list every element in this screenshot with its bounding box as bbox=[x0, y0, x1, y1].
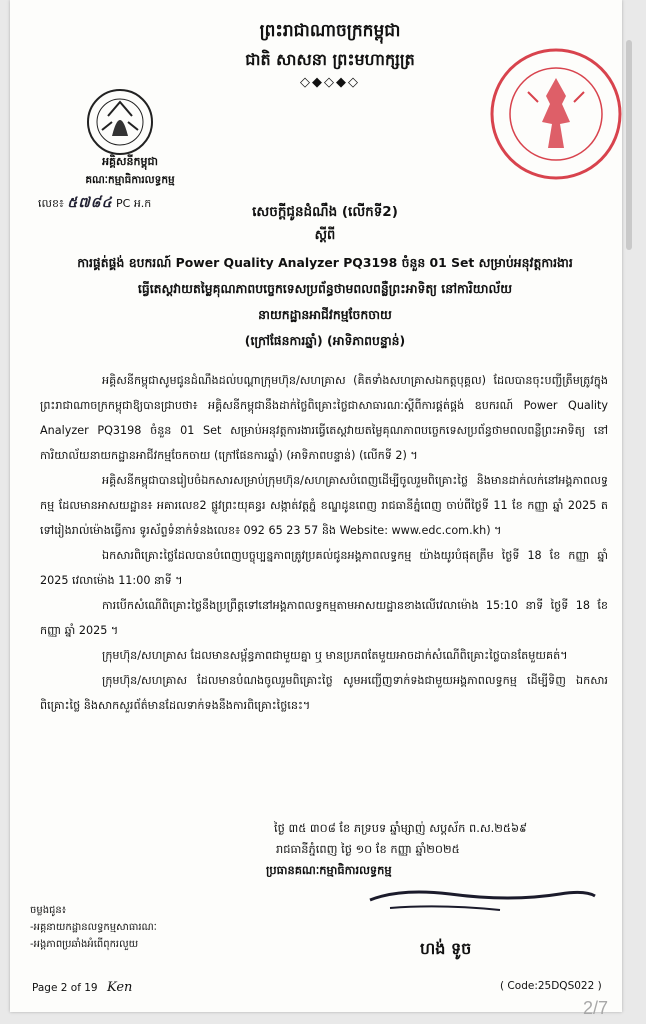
date-block bbox=[264, 818, 624, 881]
copy-recipient-1: -អគ្គនាយកដ្ឋានលទ្ធកម្មសាធារណៈ bbox=[30, 922, 157, 933]
page-number: Page 2 of 19 bbox=[32, 982, 98, 994]
heading-ornament: ◇◆◇◆◇ bbox=[300, 75, 360, 90]
scrollbar[interactable] bbox=[626, 40, 632, 250]
committee-name: គណៈកម្មាធិការលទ្ធកម្ម bbox=[85, 174, 175, 186]
city-prefix: រាជធានីភ្នំពេញ ថ្ងៃ bbox=[276, 842, 352, 856]
notice-subject bbox=[30, 250, 620, 354]
lunar-month-handwritten: ភទ្របទ bbox=[353, 821, 387, 835]
lunar-month-label: ខែ bbox=[339, 821, 351, 835]
subject-line-3: នាយកដ្ឋានអាជីវកម្មចែកចាយ bbox=[258, 307, 392, 322]
org-name: អគ្គិសនីកម្ពុជា bbox=[102, 155, 158, 168]
ref-number-handwritten: ៥៧៨៤ bbox=[67, 195, 113, 211]
signature-icon bbox=[360, 880, 600, 930]
lunar-date-line bbox=[264, 818, 624, 839]
ref-label: លេខ៖ bbox=[38, 197, 64, 210]
signatory-title: ប្រធានគណៈកម្មាធិការលទ្ធកម្ម bbox=[266, 863, 392, 877]
notice-heading: សេចក្តីជូនដំណឹង (លើកទី2) bbox=[252, 204, 398, 220]
lunar-day-handwritten: ៣៥ ៣០៨ bbox=[288, 821, 336, 835]
kingdom-heading bbox=[210, 20, 450, 90]
month-label: ខែ bbox=[375, 842, 387, 856]
ref-suffix: PC អ.ក bbox=[116, 197, 152, 210]
official-stamp-icon bbox=[486, 44, 626, 184]
copy-recipient-2: -អង្គភាពប្រឆាំងអំពើពុករលួយ bbox=[30, 939, 139, 950]
about-label: ស្តីពី bbox=[314, 228, 336, 243]
notice-title-block bbox=[30, 203, 620, 354]
document-page bbox=[10, 0, 622, 1012]
month-handwritten: កញ្ញា bbox=[390, 842, 412, 856]
copies-heading: ចម្លងជូន៖ bbox=[30, 905, 67, 916]
lunar-prefix: ថ្ងៃ bbox=[274, 821, 285, 835]
initials-handwritten: Ken bbox=[106, 980, 133, 995]
lunar-year: ឆ្នាំម្សាញ់ សប្តស័ក ព.ស.២៥៦៩ bbox=[389, 821, 528, 835]
paragraph-opening: ការបើកសំណើពិគ្រោះថ្លៃនឹងប្រព្រឹត្តទៅនៅអង្គភាពលទ្ធកម្មតាមអាសយដ្ឋានខាងលើវេលាម៉ោង 15:10 នាទី ថ្ងៃទី 18 ខែ កញ្ញា ឆ្នាំ 2025 ។ bbox=[40, 599, 608, 637]
organization-block bbox=[50, 155, 210, 189]
kingdom-line-2: ជាតិ សាសនា ព្រះមហាក្សត្រ bbox=[245, 50, 415, 69]
signer-name: ហង់ ទូច bbox=[420, 939, 472, 958]
subject-line-1: ការផ្គត់ផ្គង់ ឧបករណ៍ Power Quality Analyzer PQ3198 ចំនួន 01 Set សម្រាប់អនុវត្តការងារ bbox=[77, 255, 573, 270]
copies-to bbox=[30, 902, 157, 953]
subject-line-4: (ក្រៅផែនការឆ្នាំ) (អាទិភាពបន្ទាន់) bbox=[244, 333, 406, 348]
paragraph-contact: ក្រុមហ៊ុន/សហគ្រាស ដែលមានបំណងចូលរួមពិគ្រោះថ្លៃ សូមអញ្ជើញទាក់ទងជាមួយអង្គភាពលទ្ធកម្ម ដើម្បីទិញ ឯកសារពិគ្រោះថ្លៃ និងសាកសួរព័ត៌មានដែលទាក់ទងនឹងការពិគ្រោះថ្លៃនេះ។ bbox=[40, 674, 608, 712]
subject-line-2: ធ្វើតេស្តវាយតម្លៃគុណភាពបច្ចេកទេសប្រព័ន្ធថាមពលពន្លឺព្រះអាទិត្យ នៅការិយាល័យ bbox=[137, 281, 513, 296]
kingdom-line-1: ព្រះរាជាណាចក្រកម្ពុជា bbox=[259, 21, 401, 41]
date-day: ១០ bbox=[355, 842, 373, 856]
paragraph-affiliation: ក្រុមហ៊ុន/សហគ្រាស ដែលមានសម្ព័ន្ធភាពជាមួយគ្នា ឬ មានប្រភពតែមួយអាចដាក់សំណើពិគ្រោះថ្លៃបានតែមួយគត់។ bbox=[102, 649, 568, 662]
edc-logo-icon bbox=[82, 86, 158, 158]
notice-body bbox=[40, 368, 608, 718]
document-code: ( Code:25DQS022 ) bbox=[500, 980, 602, 992]
page-indicator: 2/7 bbox=[583, 998, 609, 1018]
paragraph-documents: អគ្គិសនីកម្ពុជាបានរៀបចំឯកសារសម្រាប់ក្រុមហ៊ុន/សហគ្រាសបំពេញដើម្បីចូលរួមពិគ្រោះថ្លៃ និងមានដាក់លក់នៅអង្គភាពលទ្ធកម្ម ដែលមានអាសយដ្ឋាន៖ អគារលេខ2 ផ្លូវព្រះយុគន្ធរ សង្កាត់វត្តភ្នំ ខណ្ឌដូនពេញ រាជធានីភ្នំពេញ ចាប់ពីថ្ងៃទី 11 ខែ កញ្ញា ឆ្នាំ 2025 តទៅរៀងរាល់ម៉ោងធ្វើការ ទូរស័ព្ទទំនាក់ទំនងលេខ៖ 092 65 23 57 និង Website: www.edc.com.kh) ។ bbox=[40, 474, 608, 537]
paragraph-deadline: ឯកសារពិគ្រោះថ្លៃដែលបានបំពេញបច្ចុប្បន្នភាពត្រូវប្រគល់ជូនអង្គភាពលទ្ធកម្ម យ៉ាងយូរបំផុតត្រឹម ថ្ងៃទី 18 ខែ កញ្ញា ឆ្នាំ 2025 វេលាម៉ោង 11:00 នាទី ។ bbox=[40, 549, 608, 587]
gregorian-date-line bbox=[264, 839, 624, 860]
page-footer bbox=[32, 980, 132, 995]
date-year: ឆ្នាំ២០២៥ bbox=[415, 842, 460, 856]
paragraph-announcement: អគ្គិសនីកម្ពុជាសូមជូនដំណឹងដល់បណ្តាក្រុមហ៊ុន/សហគ្រាស (គិតទាំងសហគ្រាសឯកត្តបុគ្គល) ដែលបានចុះបញ្ជីត្រឹមត្រូវក្នុងព្រះរាជាណាចក្រកម្ពុជាឱ្យបានជ្រាបថា៖ អគ្គិសនីកម្ពុជានឹងដាក់ថ្លៃពិគ្រោះថ្លៃជាសាធារណៈស្តីពីការផ្គត់ផ្គង់ ឧបករណ៍ Power Quality Analyzer PQ3198 ចំនួន 01 Set សម្រាប់អនុវត្តការងារធ្វើតេស្តវាយតម្លៃគុណភាពបច្ចេកទេសប្រព័ន្ធថាមពលពន្លឺព្រះអាទិត្យ នៅការិយាល័យនាយកដ្ឋានអាជីវកម្មចែកចាយ (ក្រៅផែនការឆ្នាំ) (អាទិភាពបន្ទាន់) (លើកទី 2) ។ bbox=[40, 374, 608, 462]
